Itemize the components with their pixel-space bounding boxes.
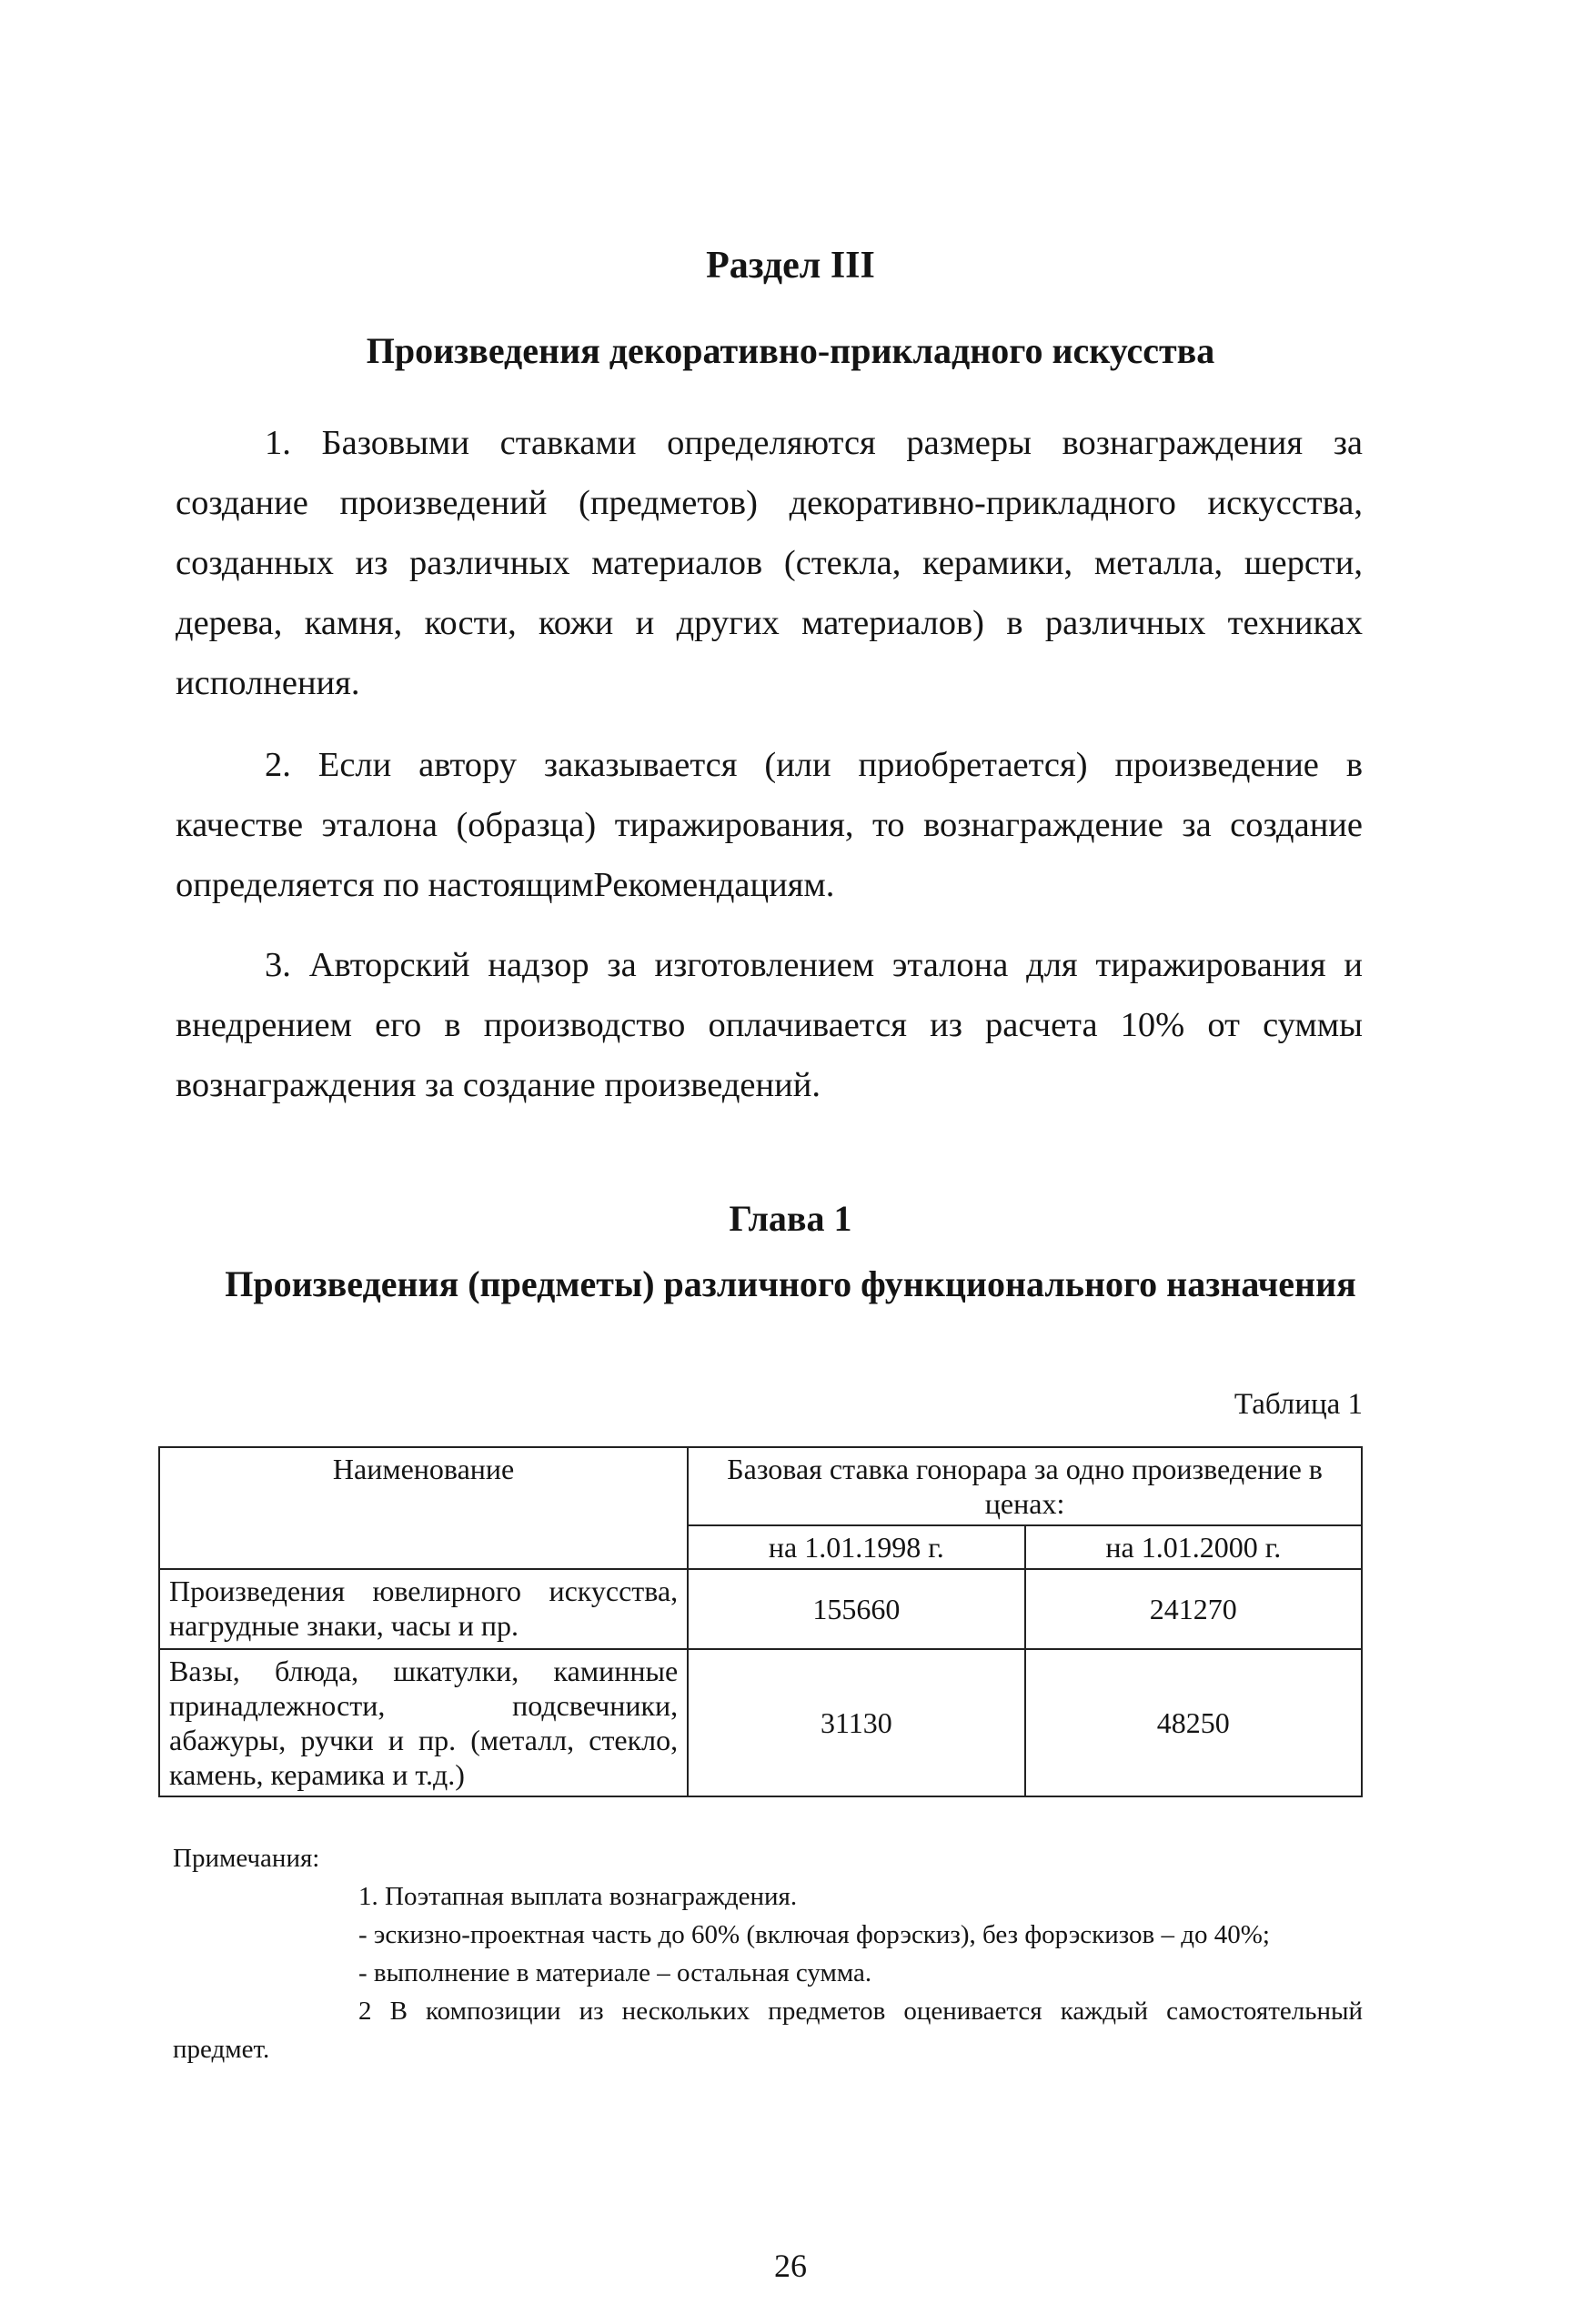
notes-heading: Примечания:	[173, 1844, 320, 1873]
note-line: 2 В композиции из нескольких предметов оценивается каждый самостоятельный предмет.	[173, 1997, 1363, 2064]
row-value-1998: 155660	[688, 1569, 1024, 1649]
table-row	[159, 1649, 1362, 1796]
note-line: 1. Поэтапная выплата вознаграждения.	[358, 1882, 798, 1911]
chapter-title: Глава 1	[729, 1198, 852, 1239]
chapter-subtitle: Произведения (предметы) различного функционального назначения	[225, 1263, 1356, 1304]
row-name-vases: Вазы, блюда, шкатулки, каминные принадлежности, подсвечники, абажуры, ручки и пр. (металл, стекло, камень, керамика и т.д.)	[159, 1649, 688, 1796]
section-title: Раздел III	[706, 245, 875, 287]
paragraph-2: 2. Если автору заказывается (или приобретается) произведение в качестве эталона (образца) тиражирования, то вознаграждение за создание определяется по настоящимРекомендациям.	[176, 746, 1363, 904]
header-date-1998: на 1.01.1998 г.	[688, 1525, 1024, 1569]
table-row	[159, 1569, 1362, 1649]
table-caption: Таблица 1	[1234, 1388, 1363, 1421]
page-number: 26	[774, 2248, 807, 2284]
row-value-2000: 48250	[1025, 1649, 1362, 1796]
row-name-jewelry: Произведения ювелирного искусства, нагрудные знаки, часы и пр.	[159, 1569, 688, 1649]
fee-rate-table	[158, 1446, 1363, 1797]
note-line: - выполнение в материале – остальная сумма.	[358, 1958, 872, 1987]
header-base-rate: Базовая ставка гонорара за одно произведение в ценах:	[688, 1447, 1362, 1525]
paragraph-1: 1. Базовыми ставками определяются размеры вознаграждения за создание произведений (предметов) декоративно-прикладного искусства, созданных из различных материалов (стекла, керамики, металла, шерсти, дерева, камня, кости, кожи и других материалов) в различных техниках исполнения.	[176, 424, 1363, 702]
section-subtitle: Произведения декоративно-прикладного искусства	[366, 330, 1215, 371]
row-value-1998: 31130	[688, 1649, 1024, 1796]
paragraph-3: 3. Авторский надзор за изготовлением эталона для тиражирования и внедрением его в производство оплачивается из расчета 10% от суммы вознаграждения за создание произведений.	[176, 946, 1363, 1104]
row-value-2000: 241270	[1025, 1569, 1362, 1649]
note-line: - эскизно-проектная часть до 60% (включая форэскиз), без форэскизов – до 40%;	[358, 1920, 1270, 1949]
header-date-2000: на 1.01.2000 г.	[1025, 1525, 1362, 1569]
table-header-row	[159, 1447, 1362, 1525]
header-name: Наименование	[159, 1447, 688, 1569]
notes-block	[173, 1839, 1363, 2068]
